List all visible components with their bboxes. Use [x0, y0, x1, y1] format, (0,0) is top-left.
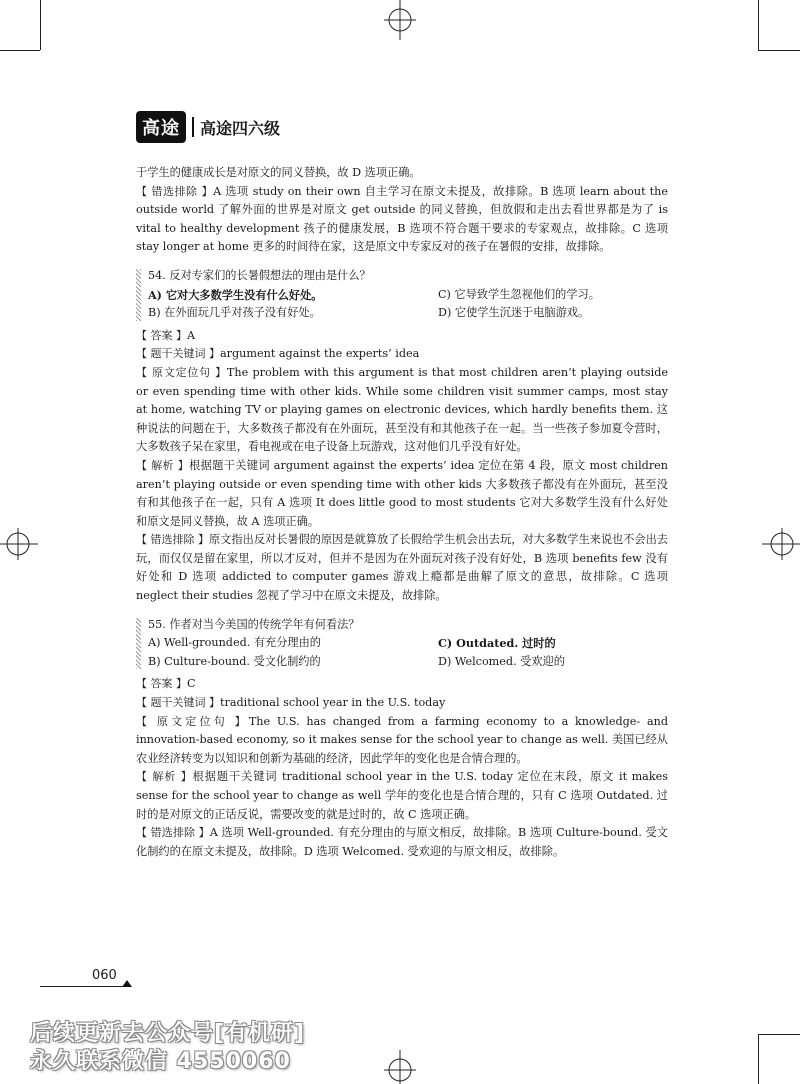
- locate-paragraph: [136, 713, 668, 769]
- paragraph-text: A 选项 study on their own 自主学习在原文未提及，故排除。B 选项 learn about the outside world 了解外面的世界是对原文 get outside 的同义替换，但放假和走出去看世界都是为了 is vital to healthy development 孩子的健康发展，B 选项不符合题干要求的专家观点，故排除。C 选项 stay longer at home 更多的时间待在家，这是原文中专家反对的孩子在暑假的安排，故排除。: [136, 184, 668, 254]
- section-tag: 【 题干关键词 】: [136, 347, 220, 361]
- option-d: D) 它使学生沉迷于电脑游戏。: [438, 306, 590, 320]
- answer-value: C: [187, 677, 196, 691]
- keyword-line: [136, 345, 668, 364]
- locate-paragraph: [136, 364, 668, 457]
- crop-mark: [758, 0, 759, 50]
- section-tag: 【 答案 】: [136, 328, 187, 342]
- option-c: C) 它导致学生忽视他们的学习。: [438, 287, 600, 301]
- watermark-line: 后续更新去公众号[有机研]: [30, 1021, 306, 1046]
- header-divider: [192, 117, 194, 137]
- exclude-paragraph: [136, 531, 668, 605]
- answer-value: A: [187, 328, 196, 342]
- page-number-rule: [40, 986, 128, 987]
- section-tag: 【 原文定位句 】: [136, 714, 249, 728]
- registration-mark-icon: [380, 0, 420, 40]
- registration-mark-icon: [380, 1050, 420, 1084]
- triangle-icon: [122, 980, 132, 987]
- section-tag: 【 题干关键词 】: [136, 696, 220, 710]
- section-tag: 【 解析 】: [136, 458, 190, 472]
- section-tag: 【 错选排除 】: [136, 533, 210, 547]
- option-list: [148, 634, 668, 671]
- exclude-text: 原文指出反对长暑假的原因是就算放了长假给学生机会出去玩，对大多数学生来说也不会出去玩，而仅仅是留在家里，所以才反对，但并不是因为在外面玩对孩子没有好处，B 选项 benefits few 没有好处和 D 选项 addicted to computer games 游戏上瘾都是曲解了原文的意思，故排除。C 选项 neglect their studies 忽视了学习中在原文未提及，故排除。: [136, 533, 668, 603]
- page-header: [136, 111, 280, 143]
- question-marker: [136, 618, 141, 670]
- brand-logo: 高途: [136, 111, 186, 143]
- option-c: C) Outdated. 过时的: [438, 636, 556, 651]
- series-title: 高途四六级: [200, 118, 281, 138]
- locate-text: The U.S. has changed from a farming economy to a knowledge- and innovation-based economy, so it makes sense for the school year to change as well. 美国已经从农业经济转变为以知识和创新为基础的经济，因此学年的变化也是合情合理的。: [136, 714, 669, 765]
- question-title: 55. 作者对当今美国的传统学年有何看法？: [148, 617, 360, 631]
- analysis-text: 根据题干关键词 argument against the experts’ idea 定位在第 4 段，原文 most children aren’t playing outside or even spending time with other kids 大多数孩子都没有在外面玩，甚至没有和其他孩子在一起，只有 A 选项 It does little good to most students 它对大多数学生没有什么好处和原文是同义替换，故 A 选项正确。: [136, 458, 668, 528]
- analysis-paragraph: [136, 457, 668, 531]
- option-d: D) Welcomed. 受欢迎的: [438, 654, 565, 668]
- paragraph: 于学生的健康成长是对原文的同义替换，故 D 选项正确。: [136, 166, 421, 179]
- crop-mark: [0, 50, 40, 51]
- answer-line: [136, 327, 668, 346]
- crop-mark: [758, 50, 800, 51]
- option-b: B) Culture-bound. 受文化制约的: [148, 654, 321, 668]
- locate-text: The problem with this argument is that most children aren’t playing outside or even spending time with other kids. While some children visit summer camps, most stay at home, watching TV or playing games on electronic devices, which hardly benefits them. 这种说法的问题在于，大多数孩子都没有在外面玩，甚至没有和其他孩子在一起。当一些孩子参加夏令营时，大多数孩子呆在家里，看电视或在电子设备上玩游戏，这对他们几乎没有好处。: [136, 365, 668, 454]
- page-body: [136, 164, 668, 861]
- keyword-text: argument against the experts’ idea: [220, 347, 420, 361]
- answer-line: [136, 675, 668, 694]
- section-tag: 【 答案 】: [136, 677, 187, 691]
- crop-mark: [758, 1034, 800, 1035]
- question-marker: [136, 269, 141, 321]
- option-a: A) Well-grounded. 有充分理由的: [148, 636, 321, 650]
- analysis-text: 根据题干关键词 traditional school year in the U.S. today 定位在末段，原文 it makes sense for the school year to change as well 学年的变化也是合情合理的，只有 C 选项 Outdated. 过时的是对原文的正话反说，需要改变的就是过时的，故 C 选项正确。: [136, 770, 668, 821]
- exclude-text: A 选项 Well-grounded. 有充分理由的与原文相反，故排除。B 选项 Culture-bound. 受文化制约的在原文未提及，故排除。D 选项 Welcomed. 受欢迎的与原文相反，故排除。: [136, 826, 668, 858]
- question-54: [136, 267, 668, 323]
- page-number: 060: [92, 968, 117, 983]
- question-55: [136, 616, 668, 672]
- option-b: B) 在外面玩几乎对孩子没有好处。: [148, 306, 321, 320]
- crop-mark: [758, 1034, 759, 1084]
- option-list: [148, 286, 668, 323]
- registration-mark-icon: [0, 524, 40, 564]
- section-tag: 【 错选排除 】: [136, 184, 214, 198]
- section-tag: 【 原文定位句 】: [136, 365, 227, 379]
- analysis-paragraph: [136, 768, 668, 824]
- crop-mark: [40, 0, 41, 50]
- option-a: A) 它对大多数学生没有什么好处。: [148, 287, 323, 302]
- registration-mark-icon: [762, 524, 800, 564]
- exclude-paragraph: [136, 824, 668, 861]
- watermark-line: 永久联系微信 4550060: [30, 1049, 291, 1074]
- section-tag: 【 解析 】: [136, 770, 193, 784]
- question-title: 54. 反对专家们的长暑假想法的理由是什么？: [148, 268, 371, 282]
- keyword-text: traditional school year in the U.S. today: [220, 696, 446, 710]
- keyword-line: [136, 694, 668, 713]
- paragraph: [136, 183, 668, 257]
- section-tag: 【 错选排除 】: [136, 826, 210, 840]
